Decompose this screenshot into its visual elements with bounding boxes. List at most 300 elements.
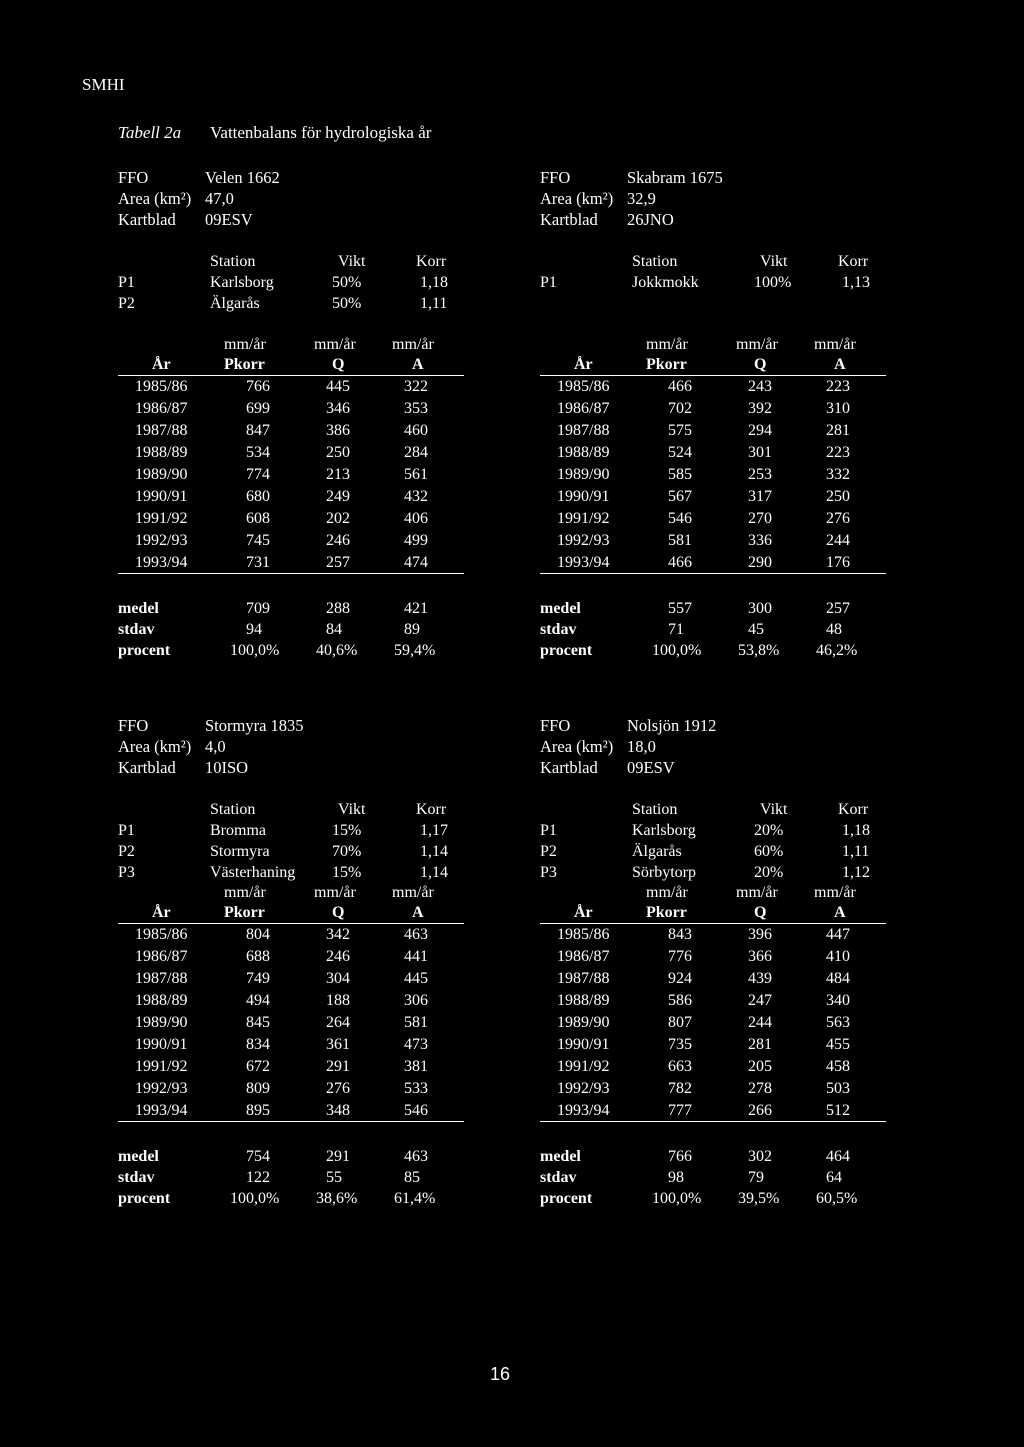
summary-pkorr: 98 — [668, 1169, 684, 1186]
row-q: 243 — [748, 378, 772, 395]
row-q: 294 — [748, 422, 772, 439]
summary-pkorr: 100,0% — [230, 642, 280, 659]
row-pkorr: 608 — [246, 510, 270, 527]
row-pkorr: 680 — [246, 488, 270, 505]
row-a: 244 — [826, 532, 850, 549]
row-a: 460 — [404, 422, 428, 439]
meta-value-ffo: Velen 1662 — [205, 168, 280, 187]
station-korr: 1,18 — [842, 822, 870, 839]
meta-label-ffo: FFO — [540, 168, 571, 187]
row-pkorr: 843 — [668, 926, 692, 943]
station-header: Station — [632, 253, 678, 270]
row-a: 445 — [404, 970, 428, 987]
summary-q: 300 — [748, 600, 772, 617]
station-id: P3 — [540, 864, 557, 881]
unit-label: mm/år — [814, 884, 856, 901]
summary-label-procent: procent — [118, 1190, 171, 1207]
row-a: 581 — [404, 1014, 428, 1031]
station-vikt: 20% — [754, 822, 784, 839]
summary-pkorr: 100,0% — [652, 1190, 702, 1207]
row-a: 563 — [826, 1014, 850, 1031]
station-id: P1 — [540, 822, 557, 839]
col-header-pkorr: Pkorr — [224, 904, 265, 921]
row-pkorr: 777 — [668, 1102, 692, 1119]
row-year: 1993/94 — [135, 1102, 188, 1119]
row-a: 223 — [826, 444, 850, 461]
row-year: 1989/90 — [557, 1014, 610, 1031]
row-year: 1993/94 — [557, 1102, 610, 1119]
meta-label-area: Area (km²) — [118, 737, 192, 756]
unit-label: mm/år — [814, 336, 856, 353]
unit-label: mm/år — [646, 336, 688, 353]
row-a: 332 — [826, 466, 850, 483]
row-a: 455 — [826, 1036, 850, 1053]
row-a: 381 — [404, 1058, 428, 1075]
row-q: 281 — [748, 1036, 772, 1053]
row-a: 474 — [404, 554, 428, 571]
row-pkorr: 782 — [668, 1080, 692, 1097]
row-year: 1988/89 — [135, 992, 188, 1009]
row-year: 1990/91 — [135, 1036, 188, 1053]
summary-label-medel: medel — [540, 600, 581, 617]
row-year: 1991/92 — [135, 1058, 188, 1075]
summary-a: 85 — [404, 1169, 420, 1186]
row-year: 1992/93 — [557, 532, 610, 549]
station-korr: 1,13 — [842, 274, 870, 291]
col-header-pkorr: Pkorr — [646, 356, 687, 373]
col-header-pkorr: Pkorr — [646, 904, 687, 921]
summary-a: 463 — [404, 1148, 428, 1165]
summary-pkorr: 100,0% — [230, 1190, 280, 1207]
summary-a: 59,4% — [394, 642, 436, 659]
row-pkorr: 699 — [246, 400, 270, 417]
summary-label-procent: procent — [118, 642, 171, 659]
row-a: 503 — [826, 1080, 850, 1097]
meta-label-ffo: FFO — [118, 716, 149, 735]
row-year: 1992/93 — [135, 1080, 188, 1097]
row-a: 458 — [826, 1058, 850, 1075]
row-q: 247 — [748, 992, 772, 1009]
row-q: 291 — [326, 1058, 350, 1075]
row-year: 1990/91 — [557, 1036, 610, 1053]
row-year: 1992/93 — [135, 532, 188, 549]
row-q: 396 — [748, 926, 772, 943]
unit-label: mm/år — [646, 884, 688, 901]
station-name: Jokkmokk — [632, 274, 699, 291]
station-name: Älgarås — [210, 295, 260, 312]
col-header-pkorr: Pkorr — [224, 356, 265, 373]
row-q: 336 — [748, 532, 772, 549]
vikt-header: Vikt — [338, 253, 366, 270]
row-year: 1991/92 — [557, 510, 610, 527]
row-q: 246 — [326, 532, 350, 549]
summary-a: 64 — [826, 1169, 842, 1186]
header-rule — [540, 375, 886, 376]
row-q: 250 — [326, 444, 350, 461]
row-year: 1993/94 — [135, 554, 188, 571]
meta-label-kartblad: Kartblad — [540, 758, 598, 777]
summary-pkorr: 709 — [246, 600, 270, 617]
unit-label: mm/år — [736, 336, 778, 353]
row-a: 561 — [404, 466, 428, 483]
row-pkorr: 895 — [246, 1102, 270, 1119]
row-year: 1985/86 — [135, 378, 188, 395]
summary-label-stdav: stdav — [540, 621, 577, 638]
header-rule — [118, 923, 464, 924]
row-a: 284 — [404, 444, 428, 461]
row-year: 1987/88 — [557, 422, 610, 439]
vikt-header: Vikt — [760, 801, 788, 818]
summary-a: 89 — [404, 621, 420, 638]
footer-rule — [540, 1121, 886, 1122]
row-q: 361 — [326, 1036, 350, 1053]
row-year: 1985/86 — [557, 926, 610, 943]
row-pkorr: 834 — [246, 1036, 270, 1053]
row-year: 1985/86 — [557, 378, 610, 395]
row-a: 441 — [404, 948, 428, 965]
summary-a: 48 — [826, 621, 842, 638]
station-korr: 1,11 — [420, 295, 448, 312]
row-q: 276 — [326, 1080, 350, 1097]
summary-a: 61,4% — [394, 1190, 436, 1207]
row-pkorr: 575 — [668, 422, 692, 439]
station-id: P2 — [118, 843, 135, 860]
summary-label-stdav: stdav — [118, 1169, 155, 1186]
row-year: 1986/87 — [557, 400, 610, 417]
row-pkorr: 581 — [668, 532, 692, 549]
meta-label-ffo: FFO — [118, 168, 149, 187]
row-pkorr: 809 — [246, 1080, 270, 1097]
station-vikt: 15% — [332, 864, 362, 881]
row-q: 386 — [326, 422, 350, 439]
row-q: 346 — [326, 400, 350, 417]
station-header: Station — [632, 801, 678, 818]
row-a: 281 — [826, 422, 850, 439]
row-pkorr: 924 — [668, 970, 692, 987]
row-q: 257 — [326, 554, 350, 571]
row-a: 499 — [404, 532, 428, 549]
row-year: 1987/88 — [557, 970, 610, 987]
row-pkorr: 586 — [668, 992, 692, 1009]
row-q: 266 — [748, 1102, 772, 1119]
summary-label-medel: medel — [118, 600, 159, 617]
summary-q: 84 — [326, 621, 342, 638]
row-a: 432 — [404, 488, 428, 505]
station-korr: 1,14 — [420, 843, 448, 860]
summary-a: 60,5% — [816, 1190, 858, 1207]
col-header-year: År — [152, 356, 171, 373]
row-pkorr: 494 — [246, 992, 270, 1009]
row-pkorr: 745 — [246, 532, 270, 549]
korr-header: Korr — [838, 253, 869, 270]
summary-pkorr: 122 — [246, 1169, 270, 1186]
summary-q: 53,8% — [738, 642, 780, 659]
station-header: Station — [210, 253, 256, 270]
col-header-year: År — [574, 356, 593, 373]
row-a: 223 — [826, 378, 850, 395]
row-q: 188 — [326, 992, 350, 1009]
meta-value-ffo: Nolsjön 1912 — [627, 716, 717, 735]
row-year: 1986/87 — [135, 400, 188, 417]
summary-label-stdav: stdav — [118, 621, 155, 638]
station-name: Stormyra — [210, 843, 270, 860]
summary-q: 45 — [748, 621, 764, 638]
row-pkorr: 774 — [246, 466, 270, 483]
footer-rule — [118, 573, 464, 574]
col-header-a: A — [834, 904, 846, 921]
row-year: 1988/89 — [135, 444, 188, 461]
header-rule — [118, 375, 464, 376]
station-name: Karlsborg — [210, 274, 274, 291]
station-vikt: 70% — [332, 843, 362, 860]
korr-header: Korr — [416, 801, 447, 818]
row-year: 1990/91 — [135, 488, 188, 505]
station-vikt: 20% — [754, 864, 784, 881]
row-q: 301 — [748, 444, 772, 461]
row-q: 304 — [326, 970, 350, 987]
row-q: 439 — [748, 970, 772, 987]
meta-value-kartblad: 09ESV — [205, 210, 253, 229]
row-pkorr: 702 — [668, 400, 692, 417]
summary-label-procent: procent — [540, 1190, 593, 1207]
station-name: Västerhaning — [210, 864, 296, 881]
row-a: 473 — [404, 1036, 428, 1053]
meta-label-area: Area (km²) — [540, 189, 614, 208]
row-q: 246 — [326, 948, 350, 965]
row-a: 406 — [404, 510, 428, 527]
row-year: 1989/90 — [135, 466, 188, 483]
meta-label-ffo: FFO — [540, 716, 571, 735]
row-pkorr: 847 — [246, 422, 270, 439]
summary-pkorr: 754 — [246, 1148, 270, 1165]
station-vikt: 50% — [332, 274, 362, 291]
row-q: 205 — [748, 1058, 772, 1075]
row-pkorr: 466 — [668, 378, 692, 395]
row-q: 244 — [748, 1014, 772, 1031]
summary-label-medel: medel — [540, 1148, 581, 1165]
row-pkorr: 546 — [668, 510, 692, 527]
row-a: 250 — [826, 488, 850, 505]
station-id: P1 — [118, 822, 135, 839]
row-pkorr: 807 — [668, 1014, 692, 1031]
row-q: 253 — [748, 466, 772, 483]
row-q: 317 — [748, 488, 772, 505]
page-number: 16 — [490, 1364, 511, 1384]
meta-value-area: 32,9 — [627, 189, 656, 208]
summary-q: 40,6% — [316, 642, 358, 659]
row-year: 1989/90 — [135, 1014, 188, 1031]
row-pkorr: 731 — [246, 554, 270, 571]
summary-pkorr: 100,0% — [652, 642, 702, 659]
summary-q: 55 — [326, 1169, 342, 1186]
col-header-a: A — [834, 356, 846, 373]
row-q: 249 — [326, 488, 350, 505]
station-korr: 1,12 — [842, 864, 870, 881]
row-q: 278 — [748, 1080, 772, 1097]
row-a: 176 — [826, 554, 850, 571]
station-korr: 1,17 — [420, 822, 448, 839]
row-year: 1988/89 — [557, 444, 610, 461]
row-pkorr: 749 — [246, 970, 270, 987]
vikt-header: Vikt — [760, 253, 788, 270]
station-korr: 1,18 — [420, 274, 448, 291]
row-year: 1987/88 — [135, 422, 188, 439]
unit-label: mm/år — [224, 884, 266, 901]
row-year: 1986/87 — [135, 948, 188, 965]
row-year: 1991/92 — [135, 510, 188, 527]
row-a: 340 — [826, 992, 850, 1009]
row-a: 533 — [404, 1080, 428, 1097]
korr-header: Korr — [416, 253, 447, 270]
station-vikt: 50% — [332, 295, 362, 312]
col-header-a: A — [412, 904, 424, 921]
row-q: 270 — [748, 510, 772, 527]
summary-pkorr: 71 — [668, 621, 684, 638]
row-pkorr: 776 — [668, 948, 692, 965]
station-name: Karlsborg — [632, 822, 696, 839]
col-header-q: Q — [754, 904, 767, 921]
station-header: Station — [210, 801, 256, 818]
row-year: 1986/87 — [557, 948, 610, 965]
ffo-block — [540, 168, 960, 688]
meta-label-kartblad: Kartblad — [540, 210, 598, 229]
row-pkorr: 688 — [246, 948, 270, 965]
header-smhi: SMHI — [82, 75, 125, 94]
meta-value-kartblad: 10ISO — [205, 758, 249, 777]
row-year: 1988/89 — [557, 992, 610, 1009]
row-year: 1985/86 — [135, 926, 188, 943]
row-q: 342 — [326, 926, 350, 943]
summary-pkorr: 94 — [246, 621, 262, 638]
summary-label-stdav: stdav — [540, 1169, 577, 1186]
meta-label-kartblad: Kartblad — [118, 758, 176, 777]
meta-value-area: 4,0 — [205, 737, 226, 756]
row-a: 322 — [404, 378, 428, 395]
unit-label: mm/år — [314, 884, 356, 901]
meta-value-area: 18,0 — [627, 737, 656, 756]
station-name: Sörbytorp — [632, 864, 696, 881]
col-header-year: År — [574, 904, 593, 921]
meta-value-area: 47,0 — [205, 189, 234, 208]
meta-value-ffo: Skabram 1675 — [627, 168, 723, 187]
row-a: 310 — [826, 400, 850, 417]
row-year: 1991/92 — [557, 1058, 610, 1075]
korr-header: Korr — [838, 801, 869, 818]
row-pkorr: 845 — [246, 1014, 270, 1031]
row-pkorr: 585 — [668, 466, 692, 483]
row-a: 447 — [826, 926, 850, 943]
station-name: Bromma — [210, 822, 266, 839]
footer-rule — [118, 1121, 464, 1122]
summary-q: 39,5% — [738, 1190, 780, 1207]
row-pkorr: 567 — [668, 488, 692, 505]
unit-label: mm/år — [392, 336, 434, 353]
row-a: 484 — [826, 970, 850, 987]
summary-a: 421 — [404, 600, 428, 617]
station-name: Älgarås — [632, 843, 682, 860]
row-pkorr: 663 — [668, 1058, 692, 1075]
summary-a: 46,2% — [816, 642, 858, 659]
row-a: 276 — [826, 510, 850, 527]
row-a: 353 — [404, 400, 428, 417]
unit-label: mm/år — [224, 336, 266, 353]
row-q: 366 — [748, 948, 772, 965]
col-header-q: Q — [332, 356, 345, 373]
summary-q: 288 — [326, 600, 350, 617]
meta-value-ffo: Stormyra 1835 — [205, 716, 304, 735]
summary-label-medel: medel — [118, 1148, 159, 1165]
row-a: 546 — [404, 1102, 428, 1119]
unit-label: mm/år — [392, 884, 434, 901]
row-pkorr: 735 — [668, 1036, 692, 1053]
ffo-block — [118, 716, 538, 1236]
station-vikt: 100% — [754, 274, 792, 291]
row-q: 392 — [748, 400, 772, 417]
meta-value-kartblad: 09ESV — [627, 758, 675, 777]
station-id: P2 — [118, 295, 135, 312]
station-id: P1 — [540, 274, 557, 291]
station-id: P1 — [118, 274, 135, 291]
row-q: 264 — [326, 1014, 350, 1031]
col-header-year: År — [152, 904, 171, 921]
unit-label: mm/år — [314, 336, 356, 353]
ffo-block — [118, 168, 538, 688]
summary-q: 79 — [748, 1169, 764, 1186]
row-a: 410 — [826, 948, 850, 965]
row-year: 1993/94 — [557, 554, 610, 571]
row-pkorr: 524 — [668, 444, 692, 461]
row-pkorr: 672 — [246, 1058, 270, 1075]
row-a: 463 — [404, 926, 428, 943]
col-header-q: Q — [332, 904, 345, 921]
station-korr: 1,11 — [842, 843, 870, 860]
col-header-a: A — [412, 356, 424, 373]
summary-label-procent: procent — [540, 642, 593, 659]
unit-label: mm/år — [736, 884, 778, 901]
row-q: 348 — [326, 1102, 350, 1119]
meta-label-area: Area (km²) — [118, 189, 192, 208]
station-vikt: 60% — [754, 843, 784, 860]
row-a: 306 — [404, 992, 428, 1009]
summary-a: 257 — [826, 600, 850, 617]
station-vikt: 15% — [332, 822, 362, 839]
summary-q: 302 — [748, 1148, 772, 1165]
summary-q: 38,6% — [316, 1190, 358, 1207]
header-rule — [540, 923, 886, 924]
row-pkorr: 804 — [246, 926, 270, 943]
col-header-q: Q — [754, 356, 767, 373]
row-q: 202 — [326, 510, 350, 527]
station-id: P3 — [118, 864, 135, 881]
row-pkorr: 534 — [246, 444, 270, 461]
meta-value-kartblad: 26JNO — [627, 210, 674, 229]
meta-label-area: Area (km²) — [540, 737, 614, 756]
row-a: 512 — [826, 1102, 850, 1119]
summary-pkorr: 557 — [668, 600, 692, 617]
footer-rule — [540, 573, 886, 574]
ffo-block — [540, 716, 960, 1236]
table-title: Vattenbalans för hydrologiska år — [210, 123, 432, 142]
summary-a: 464 — [826, 1148, 850, 1165]
row-year: 1989/90 — [557, 466, 610, 483]
row-pkorr: 466 — [668, 554, 692, 571]
row-q: 290 — [748, 554, 772, 571]
row-q: 213 — [326, 466, 350, 483]
meta-label-kartblad: Kartblad — [118, 210, 176, 229]
row-q: 445 — [326, 378, 350, 395]
row-year: 1990/91 — [557, 488, 610, 505]
vikt-header: Vikt — [338, 801, 366, 818]
